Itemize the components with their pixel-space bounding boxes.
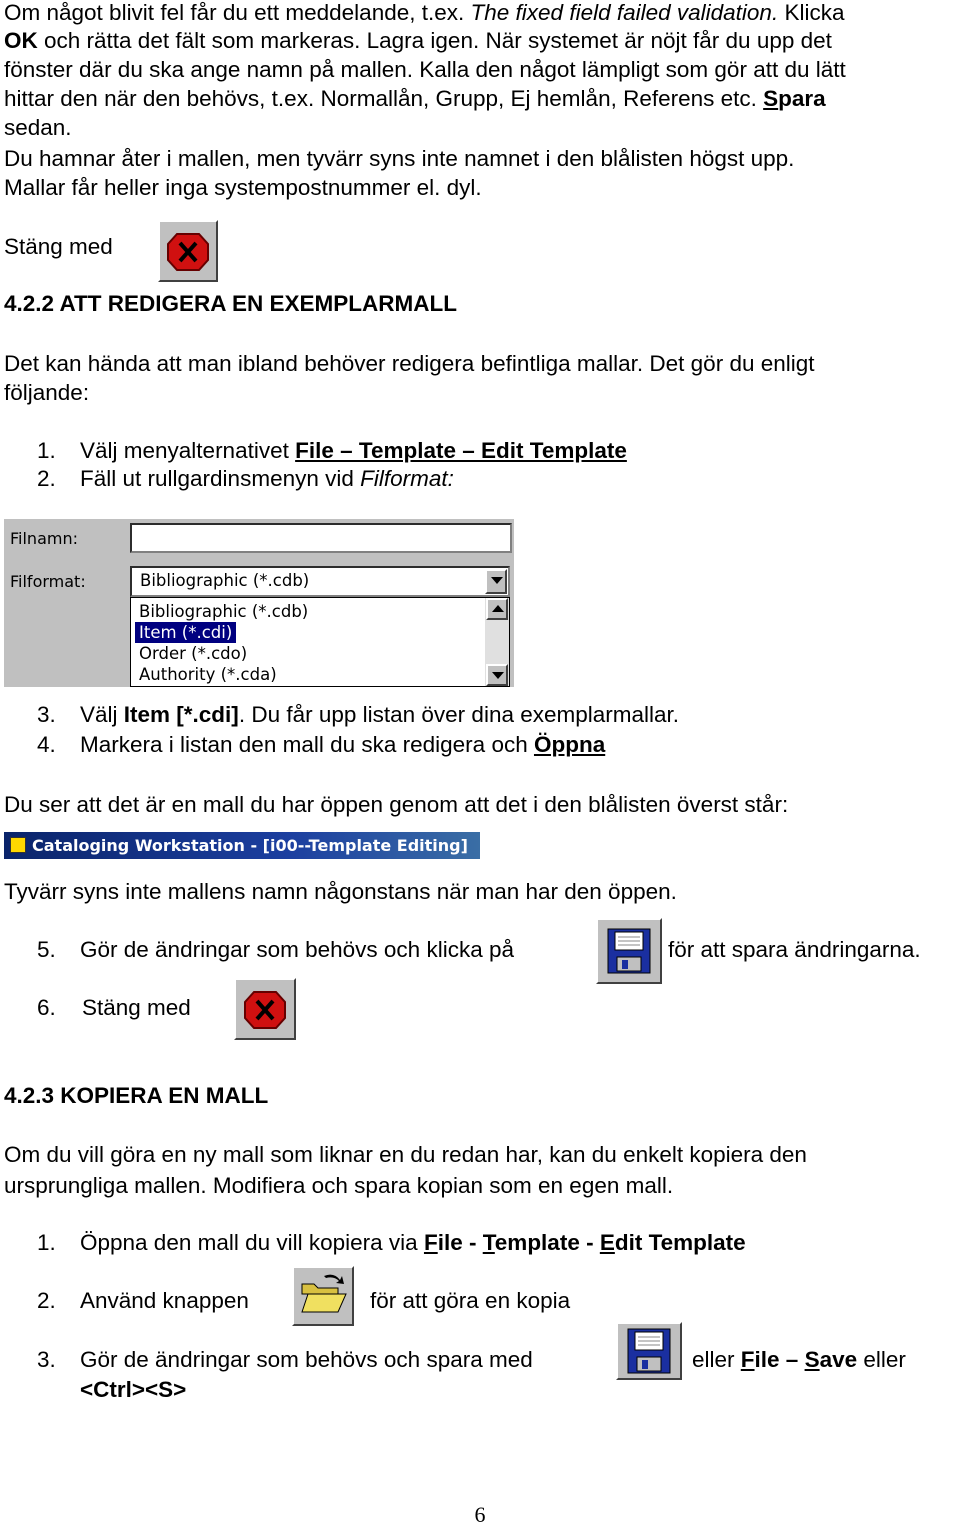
file-dialog <box>4 519 514 687</box>
step-1 <box>80 436 627 465</box>
intro-line-4 <box>4 84 826 113</box>
scroll-up-button[interactable] <box>486 598 508 620</box>
open-folder-icon <box>294 1268 352 1324</box>
spara-label: Spara <box>763 86 826 111</box>
step-text: eller <box>857 1347 906 1372</box>
step-number: 4. <box>37 732 56 757</box>
keyboard-shortcut: <Ctrl><S> <box>80 1377 187 1402</box>
intro-line-3: fönster där du ska ange namn på mallen. Kalla den något lämpligt som gör att du lätt <box>4 57 846 82</box>
open-label: Öppna <box>533 732 606 757</box>
step-number: 2. <box>37 1288 56 1313</box>
step-text: eller <box>692 1347 741 1372</box>
paragraph: ursprungliga mallen. Modifiera och spara kopian som en egen mall. <box>4 1173 674 1198</box>
open-copy-button[interactable] <box>292 1266 354 1326</box>
ok-label: OK <box>4 28 38 53</box>
step-number: 3. <box>37 702 56 727</box>
chevron-down-icon <box>492 672 504 679</box>
save-button[interactable] <box>596 918 662 984</box>
intro-line-1 <box>4 0 844 27</box>
step-text: Välj <box>80 702 124 727</box>
chevron-down-icon <box>491 577 503 584</box>
step-number: 3. <box>37 1347 56 1372</box>
intro-text: hittar den när den behövs, t.ex. Normallån, Grupp, Ej hemlån, Referens etc. <box>4 86 764 111</box>
menu-path: File - Template - Edit Template <box>423 1230 746 1255</box>
item-option-ref: Item [*.cdi] <box>123 702 239 727</box>
save-button[interactable] <box>616 1322 682 1380</box>
menu-path <box>295 438 627 463</box>
copy-step-2-text: Använd knappen <box>80 1288 249 1313</box>
intro-text: Om något blivit fel får du ett meddelande, t.ex. <box>4 0 471 25</box>
window-titlebar <box>4 832 480 859</box>
step-text: Öppna den mall du vill kopiera via <box>80 1230 424 1255</box>
copy-step-3-text-end <box>692 1345 906 1374</box>
step-text: . Du får upp listan över dina exemplarmallar. <box>238 702 680 727</box>
close-icon <box>236 980 294 1038</box>
copy-step-3-text: Gör de ändringar som behövs och spara med <box>80 1347 533 1372</box>
dropdown-button[interactable] <box>485 569 507 594</box>
step-number: 1. <box>37 1230 56 1255</box>
app-icon <box>10 837 26 853</box>
step-5-text: Gör de ändringar som behövs och klicka på <box>80 937 514 962</box>
scrollbar[interactable] <box>485 598 509 686</box>
close-button[interactable] <box>158 220 218 282</box>
format-options-list[interactable] <box>130 597 510 687</box>
format-selected: Bibliographic (*.cdb) <box>140 571 310 590</box>
floppy-disk-icon <box>598 920 660 982</box>
close-button[interactable] <box>234 978 296 1040</box>
paragraph: Du ser att det är en mall du har öppen genom att det i den blålisten överst står: <box>4 792 789 817</box>
step-6-text: Stäng med <box>82 995 191 1020</box>
page-number: 6 <box>474 1502 486 1527</box>
step-number: 1. <box>37 438 56 463</box>
filename-label: Filnamn: <box>10 529 78 548</box>
menu-path-text: File – Template – Edit Template <box>295 438 627 463</box>
intro-line-5: sedan. <box>4 115 72 140</box>
floppy-disk-icon <box>618 1324 680 1378</box>
option-bibliographic[interactable]: Bibliographic (*.cdb) <box>139 602 309 621</box>
step-number: 2. <box>37 466 56 491</box>
step-text: Välj menyalternativet <box>80 438 296 463</box>
menu-path: File – Save <box>740 1347 858 1372</box>
step-5-text-end: för att spara ändringarna. <box>668 937 921 962</box>
titlebar-text: Cataloging Workstation - [i00--Template Editing] <box>32 836 468 855</box>
paragraph: Om du vill göra en ny mall som liknar en du redan har, kan du enkelt kopiera den <box>4 1142 807 1167</box>
section-heading: 4.2.2 ATT REDIGERA EN EXEMPLARMALL <box>4 291 457 316</box>
filename-input[interactable] <box>130 523 512 553</box>
spara-rest: para <box>778 86 826 111</box>
close-icon <box>160 222 216 280</box>
step-3 <box>80 700 679 729</box>
intro-line-7: Mallar får heller inga systempostnummer el. dyl. <box>4 175 482 200</box>
field-name: Filformat: <box>360 466 454 491</box>
copy-step-1 <box>80 1228 746 1257</box>
step-2 <box>80 464 454 493</box>
option-item[interactable]: Item (*.cdi) <box>135 622 236 643</box>
option-authority[interactable]: Authority (*.cda) <box>139 665 277 684</box>
format-label: Filformat: <box>10 572 86 591</box>
step-number: 6. <box>37 995 56 1020</box>
section-heading: 4.2.3 KOPIERA EN MALL <box>4 1083 269 1108</box>
intro-line-6: Du hamnar åter i mallen, men tyvärr syns inte namnet i den blålisten högst upp. <box>4 146 795 171</box>
option-order[interactable]: Order (*.cdo) <box>139 644 248 663</box>
intro-line-2 <box>4 26 832 55</box>
intro-text: Klicka <box>778 0 845 25</box>
format-select[interactable] <box>130 566 510 597</box>
step-4 <box>80 730 605 759</box>
paragraph: följande: <box>4 380 90 405</box>
paragraph: Tyvärr syns inte mallens namn någonstans när man har den öppen. <box>4 879 677 904</box>
error-message: The fixed field failed validation. <box>470 0 779 25</box>
paragraph: Det kan hända att man ibland behöver redigera befintliga mallar. Det gör du enligt <box>4 351 815 376</box>
chevron-up-icon <box>492 605 504 612</box>
step-text: Fäll ut rullgardinsmenyn vid <box>80 466 361 491</box>
scroll-down-button[interactable] <box>486 664 508 686</box>
copy-step-2-text-end: för att göra en kopia <box>370 1288 571 1313</box>
close-instruction: Stäng med <box>4 234 113 259</box>
step-text: Markera i listan den mall du ska redigera och <box>80 732 534 757</box>
step-number: 5. <box>37 937 56 962</box>
intro-text: och rätta det fält som markeras. Lagra igen. När systemet är nöjt får du upp det <box>37 28 832 53</box>
